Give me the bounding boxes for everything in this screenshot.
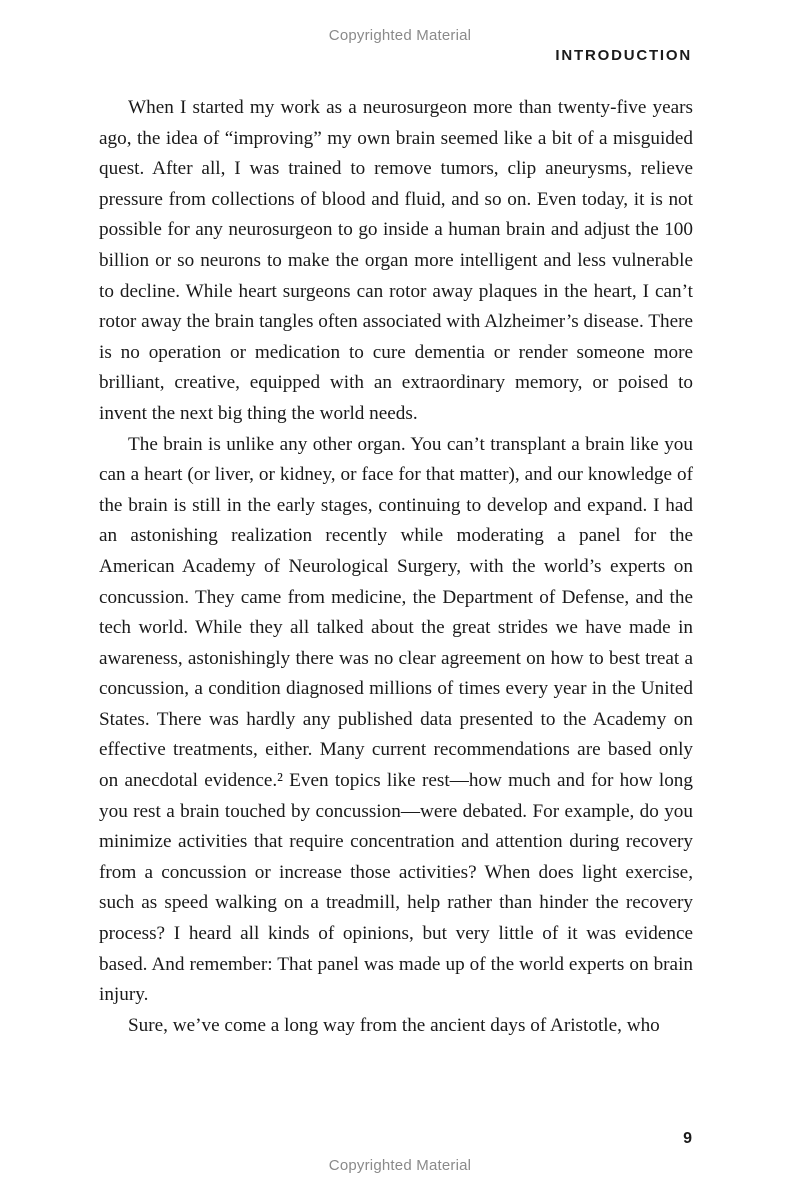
- paragraph-3: Sure, we’ve come a long way from the ancient days of Aristotle, who: [128, 1014, 660, 1036]
- page-number: 9: [683, 1130, 692, 1147]
- paragraph-2: The brain is unlike any other organ. You can’t transplant a brain like you can a heart (or liver, or kidney, or face for that matter), and our knowledge of the brain is still in the early stages, continuing to develop and expand. I had an astonishing realization recently while moderating a panel for the American Academy of Neurological Surgery, with the world’s experts on concussion. They came from medicine, the Department of Defense, and the tech world. While they all talked about the great strides we have made in awareness, astonishingly there was no clear agreement on how to best treat a concussion, a condition diagnosed millions of times every year in the United States. There was hardly any published data presented to the Academy on effective treatments, either. Many current recommendations are based only on anecdotal evidence.² Even topics like rest—how much and for how long you rest a brain touched by concussion—were debated. For example, do you minimize activities that require concentration and attention during recovery from a concussion or increase those activities? When does light exercise, such as speed walking on a treadmill, help rather than hinder the recovery process? I heard all kinds of opinions, but very little of it was evidence based. And remember: That panel was made up of the world experts on brain injury.: [99, 433, 693, 1006]
- copyright-watermark-bottom: Copyrighted Material: [328, 1157, 472, 1174]
- running-head: INTRODUCTION: [555, 47, 692, 64]
- paragraph-1: When I started my work as a neurosurgeon more than twenty-five years ago, the idea of “improving” my own brain seemed like a bit of a misguided quest. After all, I was trained to remove tumors, clip aneurysms, relieve pressure from collections of blood and fluid, and so on. Even today, it is not possible for any neurosurgeon to go inside a human brain and adjust the 100 billion or so neurons to make the organ more intelligent and less vulnerable to decline. While heart surgeons can rotor away plaques in the heart, I can’t rotor away the brain tangles often associated with Alzheimer’s disease. There is no operation or medication to cure dementia or render someone more brilliant, creative, equipped with an extraordinary memory, or poised to invent the next big thing the world needs.: [99, 97, 693, 424]
- copyright-watermark-top: Copyrighted Material: [328, 27, 472, 44]
- body-text: [99, 93, 693, 1041]
